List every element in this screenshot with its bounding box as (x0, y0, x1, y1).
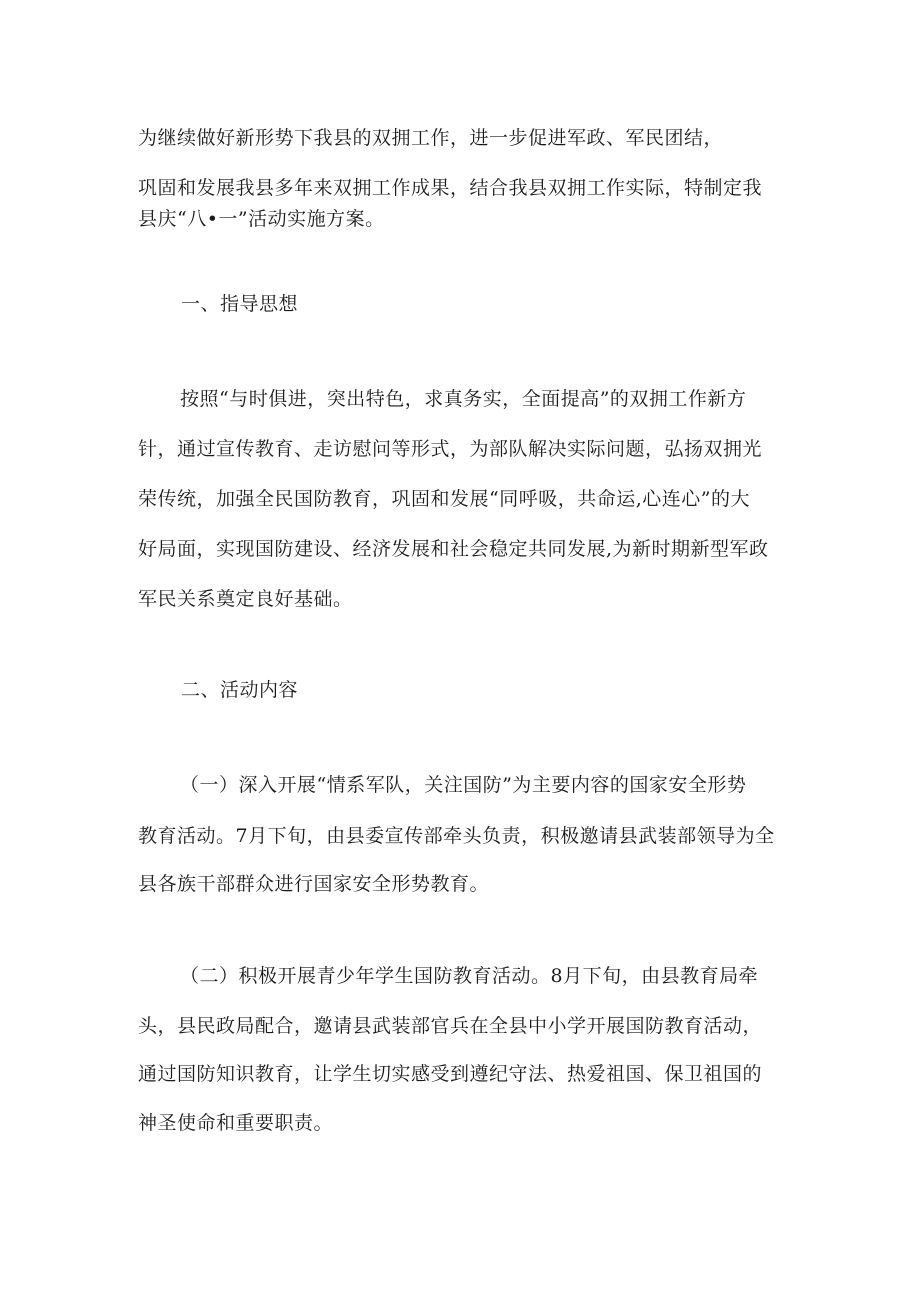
section-1-line-4: 好局面，实现国防建设、经济发展和社会稳定共同发展,为新时期新型军政 (138, 538, 769, 560)
item-1-line-2: 教育活动。7月下旬，由县委宣传部牵头负责，积极邀请县武装部领导为全 (138, 825, 775, 847)
intro-line-1: 为继续做好新形势下我县的双拥工作，进一步促进军政、军民团结， (138, 127, 724, 149)
item-2-line-4: 神圣使命和重要职责。 (138, 1112, 334, 1134)
section-1-heading: 一、指导思想 (181, 293, 299, 315)
section-1-line-3: 荣传统，加强全民国防教育，巩固和发展“同呼吸，共命运,心连心”的大 (138, 488, 750, 510)
item-1-line-1: （一）深入开展“情系军队，关注国防”为主要内容的国家安全形势 (180, 774, 747, 796)
item-1-line-3: 县各族干部群众进行国家安全形势教育。 (138, 873, 490, 895)
intro-line-2: 巩固和发展我县多年来双拥工作成果，结合我县双拥工作实际，特制定我 (138, 177, 763, 199)
section-1-line-2: 针，通过宣传教育、走访慰问等形式，为部队解决实际问题，弘扬双拥光 (138, 438, 763, 460)
section-1-line-1: 按照“与时俱进，突出特色，求真务实，全面提高”的双拥工作新方 (180, 388, 747, 410)
item-2-line-1: （二）积极开展青少年学生国防教育活动。8月下旬，由县教育局牵 (180, 965, 759, 987)
section-1-line-5: 军民关系奠定良好基础。 (138, 588, 353, 610)
item-2-line-3: 通过国防知识教育，让学生切实感受到遵纪守法、热爱祖国、保卫祖国的 (138, 1063, 763, 1085)
section-2-heading: 二、活动内容 (181, 679, 299, 701)
intro-line-3: 县庆“八•一”活动实施方案。 (138, 208, 385, 230)
item-2-line-2: 头，县民政局配合，邀请县武装部官兵在全县中小学开展国防教育活动， (138, 1015, 763, 1037)
